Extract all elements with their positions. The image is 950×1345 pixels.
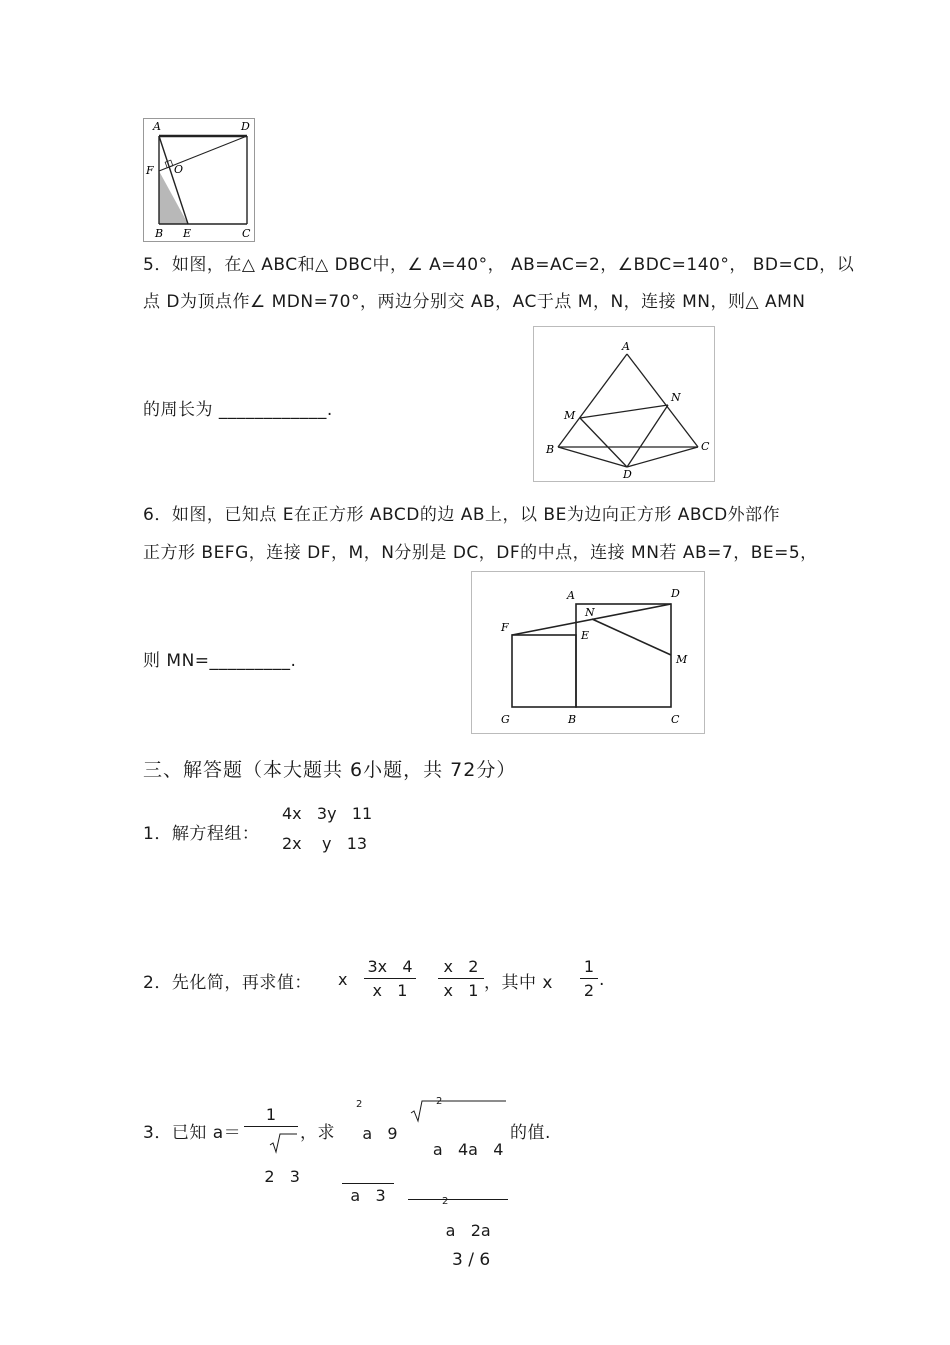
p3-fraction-2-denominator: a 3 [350, 1186, 386, 1205]
p1-equation-1: 4x 3y 11 [282, 804, 373, 823]
p2-mid: ，其中 x [484, 973, 553, 993]
fig1-label-e: E [183, 227, 192, 240]
p2-fraction-1-numerator: 3x 4 [367, 957, 413, 976]
sqrt-icon [409, 1099, 507, 1123]
figure-squares-abcd [471, 571, 705, 734]
fig5-label-a: A [622, 340, 630, 353]
page-number: 3 / 6 [452, 1250, 491, 1270]
fig1-label-a: A [153, 120, 161, 133]
fig6-label-f: F [501, 621, 509, 634]
p1-prefix: 1．解方程组： [143, 824, 260, 844]
fig5-label-m: M [564, 409, 576, 422]
section-3-heading: 三、解答题（本大题共 6小题，共 72分） [143, 759, 517, 781]
p2-fraction-3 [580, 957, 598, 1000]
p2-prefix: 2．先化简，再求值： [143, 973, 312, 993]
p1-equation-2: 2x y 13 [282, 834, 368, 853]
q5-line-2: 点 D为顶点作∠ MDN=70°，两边分别交 AB，AC于点 M，N，连接 MN，则△ AMN [143, 292, 806, 312]
p2-fraction-3-denominator: 2 [583, 981, 595, 1000]
fig1-label-d: D [241, 120, 250, 133]
fig1-label-o: O [174, 163, 184, 176]
p3-prefix: 3．已知 a＝ [143, 1123, 242, 1143]
p2-fraction-2-bar [438, 978, 484, 979]
p3-fraction-3-denominator-exponent: 2 [442, 1196, 449, 1207]
p3-fraction-1-denominator [244, 1129, 298, 1205]
fig5-label-n: N [671, 391, 681, 404]
p2-fraction-2-denominator: x 1 [443, 981, 479, 1000]
p2-fraction-3-bar [580, 978, 598, 979]
sqrt-icon [244, 1132, 298, 1154]
p3-fraction-2-exponent: 2 [356, 1099, 363, 1110]
fig6-label-c: C [671, 713, 680, 726]
p2-fraction-2 [438, 957, 484, 1000]
fig6-label-e: E [581, 629, 590, 642]
figure-squares-svg [471, 571, 705, 734]
fig1-label-c: C [242, 227, 251, 240]
p2-fraction-2-numerator: x 2 [443, 957, 479, 976]
fig1-label-b: B [155, 227, 164, 240]
p2-fraction-3-numerator: 1 [583, 957, 595, 976]
p2-end: . [599, 970, 605, 990]
p2-fraction-1-denominator: x 1 [372, 981, 408, 1000]
q6-line-2: 正方形 BEFG，连接 DF，M，N分别是 DC，DF的中点，连接 MN若 AB=7，BE=5， [143, 543, 818, 563]
p3-fraction-3-bar [408, 1199, 508, 1200]
fig6-label-d: D [671, 587, 680, 600]
fig5-label-d: D [623, 468, 632, 481]
p3-fraction-3-numerator-text: a 4a 4 [432, 1140, 504, 1159]
figure-square-aobd [143, 118, 255, 242]
figure-triangle-amn [533, 326, 715, 482]
fig1-label-f: F [146, 164, 154, 177]
figure-triangle-svg [533, 326, 715, 482]
p2-x: x [338, 970, 348, 989]
p3-fraction-2-bar [342, 1183, 394, 1184]
p3-fraction-3-denominator-text: a 2a [445, 1221, 491, 1240]
fig6-label-g: G [501, 713, 510, 726]
figure-square-svg [143, 118, 255, 242]
p2-fraction-1-bar [364, 978, 416, 979]
p2-fraction-1 [364, 957, 416, 1000]
fig5-label-b: B [546, 443, 555, 456]
p3-fraction-1-bar [244, 1126, 298, 1127]
q5-line-1: 5．如图，在△ ABC和△ DBC中，∠ A=40°， AB=AC=2，∠BDC=140°， BD=CD，以 [143, 255, 855, 275]
q6-line-3: 则 MN=_________. [143, 651, 297, 671]
p3-fraction-1-numerator: 1 [265, 1105, 277, 1124]
p3-fraction-2 [342, 1099, 398, 1205]
fig6-label-b: B [568, 713, 577, 726]
p3-fraction-2-numerator-text: a 9 [362, 1124, 398, 1143]
fig5-label-c: C [701, 440, 710, 453]
q6-line-1: 6．如图，已知点 E在正方形 ABCD的边 AB上，以 BE为边向正方形 ABCD外部作 [143, 505, 781, 525]
q5-line-3: 的周长为 ____________. [143, 400, 333, 420]
p3-fraction-2-numerator [342, 1099, 398, 1181]
p3-mid: ，求 [300, 1123, 335, 1143]
p3-fraction-3-exponent: 2 [436, 1096, 443, 1107]
p3-end: 的值. [510, 1123, 551, 1143]
p3-fraction-1-denominator-text: 2 3 [264, 1167, 300, 1186]
p3-fraction-1 [244, 1105, 298, 1205]
fig6-label-a: A [567, 589, 575, 602]
p3-fraction-3-numerator [408, 1096, 508, 1197]
fig6-label-n: N [585, 606, 595, 619]
fig6-label-m: M [676, 653, 688, 666]
